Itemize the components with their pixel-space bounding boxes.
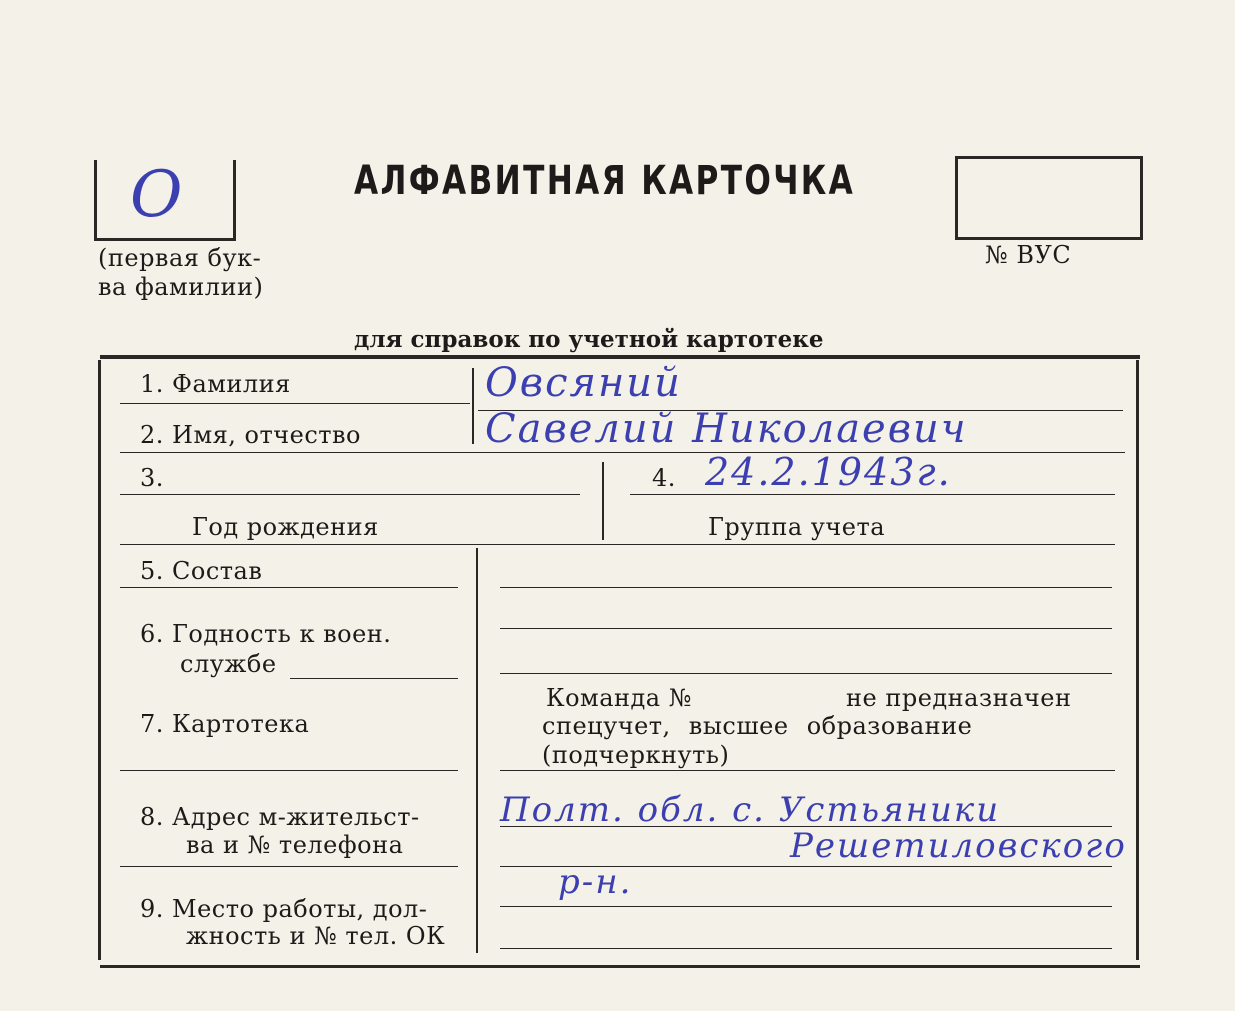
row-5-right-line <box>500 587 1112 588</box>
field-3-caption: Год рождения <box>192 513 379 541</box>
field-1-label: 1. Фамилия <box>140 370 291 398</box>
field-4-caption: Группа учета <box>708 513 886 541</box>
field-7-label: 7. Картотека <box>140 710 310 738</box>
field-8-value-3: р-н. <box>558 862 633 902</box>
row-6-right-line-2 <box>500 673 1112 674</box>
center-divider <box>476 548 478 953</box>
field-7-text-3: (подчеркнуть) <box>542 741 730 769</box>
field-5-label: 5. Состав <box>140 557 263 585</box>
field-2-label: 2. Имя, отчество <box>140 421 361 449</box>
field-2-value: Савелий Николаевич <box>485 406 968 452</box>
first-letter-caption-2: ва фамилии) <box>98 273 264 301</box>
row-6-right-line-1 <box>500 628 1112 629</box>
vus-box <box>955 156 1143 240</box>
table-right-border <box>1136 360 1139 960</box>
field-8-value-1: Полт. обл. с. Устьяники <box>500 790 1001 830</box>
row-1-line <box>120 403 470 404</box>
row-7-left-line <box>120 770 458 771</box>
row-9-right-line-2 <box>500 948 1112 949</box>
field-6-label-1: 6. Годность к воен. <box>140 620 392 648</box>
row-9-right-line-1 <box>500 906 1112 907</box>
first-letter-value: О <box>130 158 185 232</box>
table-bottom-border <box>100 965 1140 968</box>
row-7-right-line <box>500 770 1115 771</box>
first-letter-caption-1: (первая бук- <box>98 244 262 272</box>
row-4-line <box>630 494 1115 495</box>
field-7-text-2: спецучет, высшее образование <box>542 712 973 740</box>
field-1-value: Овсяний <box>485 360 682 406</box>
field-8-value-2: Решетиловского <box>790 826 1127 866</box>
table-left-border <box>98 360 101 960</box>
card-subtitle: для справок по учетной картотеке <box>354 326 824 353</box>
field-8-label-2: ва и № телефона <box>186 831 404 859</box>
field-9-label-2: жность и № тел. ОК <box>186 922 446 950</box>
row-6-left-line <box>290 678 458 679</box>
row-8-left-line <box>120 866 458 867</box>
row-3-line <box>120 494 580 495</box>
year-group-divider <box>602 462 604 540</box>
card-title: АЛФАВИТНАЯ КАРТОЧКА <box>354 158 856 204</box>
row-5-left-line <box>120 587 458 588</box>
field-9-label-1: 9. Место работы, дол- <box>140 895 428 923</box>
name-divider <box>472 368 474 444</box>
field-4-value: 24.2.1943г. <box>705 450 952 494</box>
row-2-line <box>120 452 1125 453</box>
table-top-border <box>100 355 1140 359</box>
field-4-number: 4. <box>652 464 676 492</box>
field-3-number: 3. <box>140 464 164 492</box>
field-7-text-1: Команда № <box>546 684 692 712</box>
vus-caption: № ВУС <box>985 241 1072 269</box>
row-8-value-line-2 <box>500 866 1112 867</box>
row-8-value-line-1 <box>500 826 1112 827</box>
field-8-label-1: 8. Адрес м-жительст- <box>140 803 420 831</box>
row-34-bottom-line <box>120 544 1115 545</box>
field-6-label-2: службе <box>180 650 277 678</box>
field-7-text-1b: не предназначен <box>846 684 1072 712</box>
